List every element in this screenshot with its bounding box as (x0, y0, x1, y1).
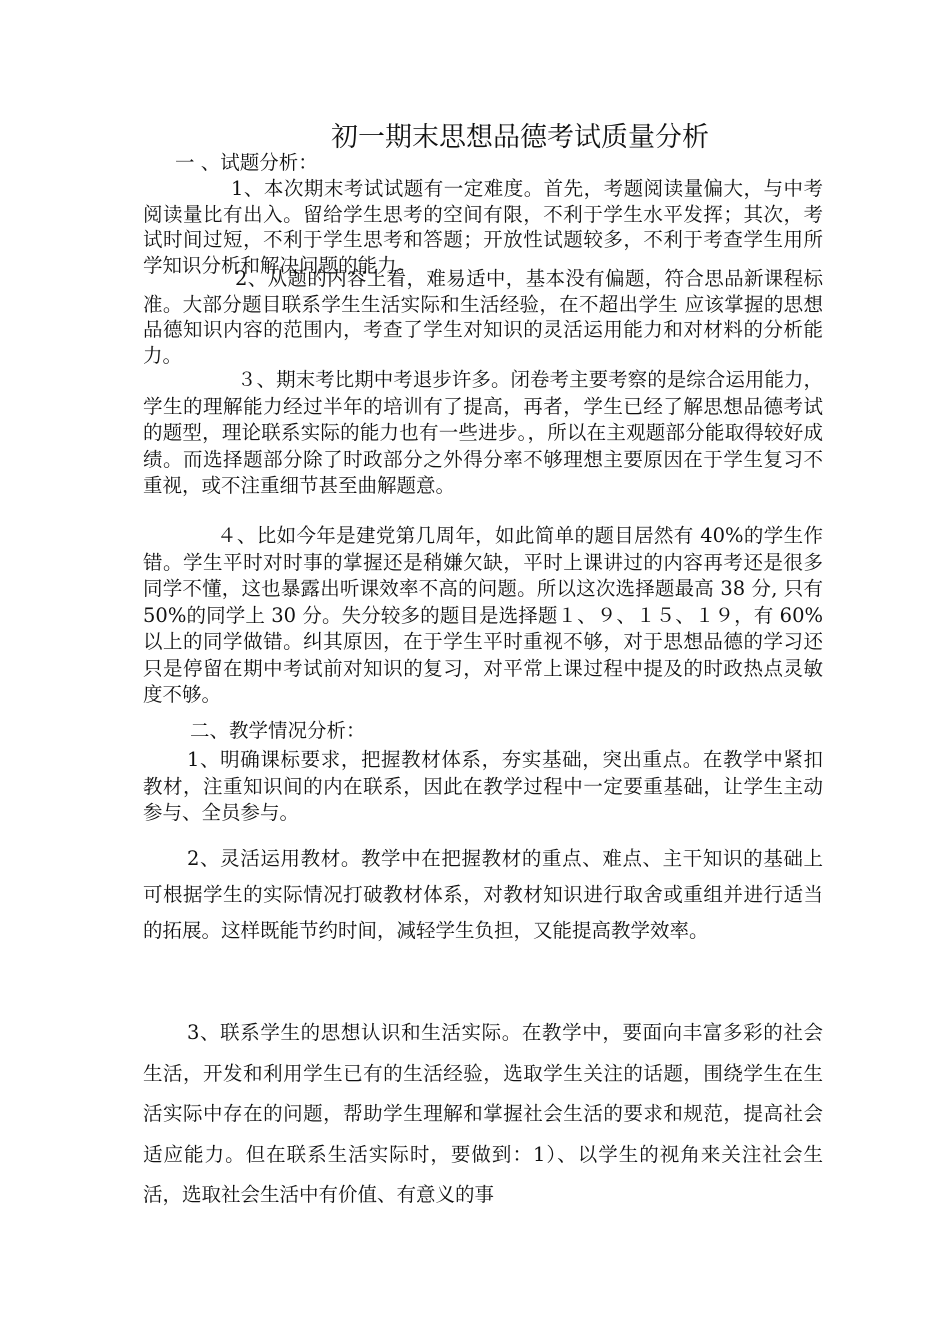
paragraph-exam-2: 2、从题的内容上看，难易适中，基本没有偏题，符合思品新课程标准。大部分题目联系学生生活实际和生活经验，在不超出学生 应该掌握的思想品德知识内容的范围内，考查了学生对知识的灵活运用能力和对材料的分析能力。 (143, 267, 823, 367)
document-title: 初一期末思想品德考试质量分析 (331, 122, 709, 153)
paragraph-teaching-3: 3、联系学生的思想认识和生活实际。在教学中，要面向丰富多彩的社会生活，开发和利用学生已有的生活经验，选取学生关注的话题，围绕学生在生活实际中存在的问题，帮助学生理解和掌握社会生活的要求和规范，提高社会适应能力。但在联系生活实际时，要做到：1）、以学生的视角来关注社会生活，选取社会生活中有价值、有意义的事 (143, 1021, 823, 1206)
section-heading-exam-analysis: 一 、试题分析： (175, 151, 318, 174)
paragraph-exam-3: ３、期末考比期中考退步许多。闭卷考主要考察的是综合运用能力，学生的理解能力经过半年的培训有了提高，再者，学生已经了解思想品德考试的题型，理论联系实际的能力也有一些进步。，所以在主观题部分能取得较好成绩。而选择题部分除了时政部分之外得分率不够理想主要原因在于学生复习不重视，或不注重细节甚至曲解题意。 (143, 368, 823, 497)
section-heading-teaching-analysis: 二、教学情况分析： (190, 719, 366, 742)
paragraph-teaching-1: 1、明确课标要求，把握教材体系，夯实基础，突出重点。在教学中紧扣教材，注重知识间的内在联系，因此在教学过程中一定要重基础，让学生主动参与、全员参与。 (143, 748, 823, 824)
paragraph-exam-4: ４、比如今年是建党第几周年，如此简单的题目居然有 40%的学生作错。学生平时对时事的掌握还是稍嫌欠缺，平时上课讲过的内容再考还是很多同学不懂，这也暴露出听课效率不高的问题。所以这次选择题最高 38 分, 只有 50%的同学上 30 分。失分较多的题目是选择题１、９、１５、１９，有 60%以上的同学做错。纠其原因，在于学生平时重视不够，对于思想品德的学习还只是停留在期中考试前对知识的复习，对平常上课过程中提及的时政热点灵敏度不够。 (143, 524, 823, 706)
paragraph-exam-1: 1、本次期末考试试题有一定难度。首先，考题阅读量偏大，与中考阅读量比有出入。留给学生思考的空间有限，不利于学生水平发挥；其次，考试时间过短，不利于学生思考和答题；开放性试题较多，不利于考查学生用所学知识分析和解决问题的能力。 (143, 177, 823, 277)
paragraph-teaching-2: 2、灵活运用教材。教学中在把握教材的重点、难点、主干知识的基础上可根据学生的实际情况打破教材体系，对教材知识进行取舍或重组并进行适当的拓展。这样既能节约时间，减轻学生负担，又能提高教学效率。 (143, 847, 823, 942)
